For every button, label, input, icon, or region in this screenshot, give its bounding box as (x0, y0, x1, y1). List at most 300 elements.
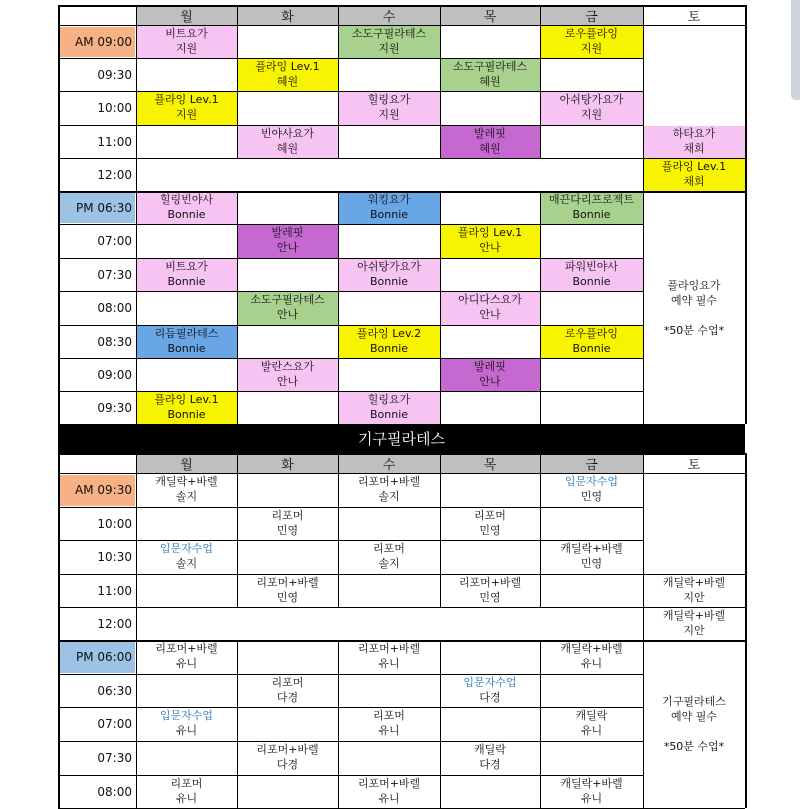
class-name: 플라잉 Lev.1 (154, 392, 219, 406)
time-label: 12:00 (97, 616, 132, 631)
grid-line (58, 453, 745, 455)
grid-line (540, 540, 541, 574)
grid-line (58, 640, 745, 642)
grid-line (338, 291, 339, 325)
grid-line (136, 574, 137, 607)
class-cell[interactable] (338, 24, 440, 57)
class-cell[interactable] (136, 472, 237, 506)
grid-line (237, 540, 238, 574)
grid-line (540, 25, 541, 58)
grid-line (58, 158, 60, 191)
instructor-name: 안나 (276, 374, 299, 388)
grid-line (58, 607, 745, 608)
grid-line (745, 741, 747, 775)
grid-line (540, 125, 541, 158)
class-cell[interactable] (136, 539, 237, 573)
day-header-mat-4: 금 (585, 9, 598, 25)
day-header-mat-1: 화 (281, 9, 294, 25)
grid-line (745, 640, 747, 674)
class-cell[interactable] (643, 606, 745, 639)
grid-line (58, 391, 643, 392)
class-name: 플라잉 Lev.1 (255, 59, 320, 73)
grid-line (745, 224, 747, 258)
grid-line (58, 258, 60, 291)
time-label: 11:00 (97, 134, 132, 149)
instructor-name: 지안 (683, 623, 705, 637)
grid-line (745, 91, 747, 125)
instructor-name: 지원 (580, 108, 603, 121)
grid-line (237, 574, 238, 607)
grid-line (745, 291, 747, 325)
grid-line (440, 224, 441, 258)
grid-line (58, 224, 643, 225)
time-label: 08:30 (97, 334, 132, 349)
class-cell[interactable] (440, 124, 540, 157)
class-cell[interactable] (136, 774, 237, 807)
class-cell[interactable] (136, 24, 237, 57)
grid-line (338, 358, 339, 391)
instructor-name: 다경 (276, 758, 299, 771)
grid-line (643, 58, 644, 91)
grid-line (338, 540, 339, 574)
grid-line (237, 325, 238, 358)
class-cell[interactable] (540, 774, 643, 807)
grid-line (136, 540, 137, 574)
grid-line (58, 91, 60, 125)
grid-line (440, 91, 441, 125)
day-header-eq-2: 수 (382, 457, 396, 473)
class-cell[interactable] (540, 90, 643, 124)
grid-line (58, 158, 745, 159)
class-cell[interactable] (540, 706, 643, 740)
class-cell[interactable] (338, 390, 440, 423)
class-name: 발레핏 (474, 359, 506, 373)
grid-line (58, 507, 643, 508)
instructor-name: Bonnie (572, 207, 611, 221)
grid-line (440, 507, 441, 540)
instructor-name: Bonnie (572, 274, 611, 288)
class-name: 빈야사요가 (260, 126, 315, 140)
note-line (692, 724, 696, 739)
grid-line (338, 707, 339, 741)
class-cell[interactable] (237, 223, 338, 257)
instructor-name: 유니 (175, 657, 198, 670)
note-line: 기구필라테스 (662, 695, 726, 708)
grid-line (237, 25, 238, 58)
class-cell[interactable] (338, 539, 440, 573)
grid-line (540, 91, 541, 125)
class-cell[interactable] (136, 390, 237, 423)
class-cell[interactable] (136, 706, 237, 740)
grid-line (540, 574, 541, 607)
grid-line (338, 507, 339, 540)
instructor-name: 유니 (175, 724, 198, 737)
class-name: 소도구필라테스 (250, 293, 325, 306)
grid-line (58, 473, 745, 474)
class-cell[interactable] (338, 190, 440, 223)
instructor-name: 지원 (175, 41, 198, 55)
grid-line (745, 358, 747, 391)
grid-line (745, 507, 747, 540)
grid-line (540, 453, 541, 473)
class-cell[interactable] (440, 223, 540, 257)
grid-line (237, 291, 238, 325)
note-line (692, 308, 696, 323)
class-cell[interactable] (540, 190, 643, 223)
grid-line (745, 258, 747, 291)
grid-line (338, 325, 339, 358)
class-name: 캐딜락+바렐 (560, 642, 623, 655)
class-name: 캐딜락+바렐 (662, 608, 726, 622)
grid-line (58, 125, 60, 158)
grid-line (643, 5, 644, 25)
grid-line (136, 473, 137, 507)
instructor-name: 혜원 (276, 141, 299, 155)
class-name: 플라잉 Lev.1 (457, 226, 523, 239)
grid-line (237, 674, 238, 707)
grid-line (440, 674, 441, 707)
instructor-name: Bonnie (369, 407, 409, 421)
class-cell[interactable] (540, 24, 643, 57)
instructor-name: 다경 (479, 690, 501, 704)
class-cell[interactable] (338, 706, 440, 740)
grid-line (136, 258, 137, 291)
class-cell[interactable] (540, 639, 643, 673)
class-name: 캐딜락+바렐 (662, 575, 726, 589)
day-header-eq-3: 목 (483, 457, 497, 473)
class-name: 리포머+바렐 (357, 642, 421, 655)
time-label: 07:30 (97, 267, 132, 282)
class-cell[interactable] (540, 257, 643, 290)
grid-line (440, 291, 441, 325)
class-name: 아디다스요가 (458, 293, 522, 306)
grid-line (237, 125, 238, 158)
class-cell[interactable] (237, 740, 338, 774)
class-name: 소도구필라테스 (351, 26, 427, 40)
grid-line (136, 125, 137, 158)
class-cell[interactable] (237, 357, 338, 390)
instructor-name: Bonnie (167, 341, 206, 355)
grid-line (745, 707, 747, 741)
grid-line (745, 775, 747, 808)
instructor-name: 민영 (479, 523, 501, 537)
time-label: 10:00 (97, 101, 132, 115)
instructor-name: 유니 (580, 724, 603, 737)
class-name: 리듬필라테스 (154, 326, 219, 340)
class-name: 입문자수업 (463, 675, 517, 689)
class-cell[interactable] (338, 324, 440, 357)
instructor-name: 솔지 (378, 557, 400, 570)
class-cell[interactable] (643, 157, 745, 190)
grid-line (643, 453, 644, 473)
class-name: 리포머 (170, 776, 203, 790)
class-cell[interactable] (338, 90, 440, 124)
class-name: 리포머 (373, 709, 405, 722)
class-cell[interactable] (440, 740, 540, 774)
instructor-name: 유니 (580, 657, 603, 670)
instructor-name: 지원 (175, 108, 198, 121)
class-name: 힐링요가 (367, 93, 411, 106)
class-cell[interactable] (237, 290, 338, 324)
grid-line (338, 191, 339, 224)
grid-line (136, 25, 137, 58)
instructor-name: 안나 (276, 241, 299, 254)
time-label: PM 06:00 (76, 650, 132, 664)
grid-line (745, 25, 747, 58)
instructor-name: 유니 (175, 791, 198, 805)
reservation-note (643, 191, 745, 424)
grid-line (540, 358, 541, 391)
grid-line (58, 291, 60, 325)
grid-line (338, 258, 339, 291)
class-cell[interactable] (440, 673, 540, 706)
instructor-name: 안나 (479, 241, 501, 254)
time-label: 10:00 (97, 516, 132, 531)
section-banner: 기구필라테스 (58, 424, 745, 453)
grid-line (643, 473, 644, 507)
class-cell[interactable] (540, 324, 643, 357)
grid-line (58, 741, 60, 775)
grid-line (58, 540, 643, 541)
class-name: 로우플라잉 (564, 26, 619, 40)
instructor-name: 다경 (276, 690, 299, 704)
grid-line (440, 325, 441, 358)
class-name: 캐딜락+바렐 (560, 542, 623, 555)
grid-line (440, 391, 441, 424)
grid-line (643, 25, 644, 58)
day-header-mat-0: 월 (180, 9, 193, 25)
class-cell[interactable] (540, 539, 643, 573)
grid-line (440, 453, 441, 473)
grid-line (643, 540, 644, 574)
grid-line (643, 158, 644, 191)
grid-line (58, 191, 745, 193)
grid-line (58, 58, 60, 91)
time-label: 09:30 (97, 400, 132, 415)
grid-line (745, 607, 747, 640)
instructor-name: 채희 (683, 174, 705, 188)
instructor-name: 솔지 (378, 490, 400, 503)
class-name: 발레핏 (474, 126, 506, 140)
day-header-mat-2: 수 (382, 9, 396, 25)
class-name: 리포머+바렐 (155, 642, 218, 655)
class-name: 리포머 (373, 542, 405, 555)
class-cell[interactable] (338, 472, 440, 506)
scrollbar-thumb[interactable] (791, 0, 800, 100)
note-line: 예약 필수 (670, 710, 717, 723)
grid-line (58, 5, 745, 7)
grid-line (440, 775, 441, 808)
grid-line (540, 640, 541, 674)
grid-line (58, 25, 60, 58)
grid-line (237, 91, 238, 125)
grid-line (237, 707, 238, 741)
grid-line (58, 574, 60, 607)
grid-line (440, 473, 441, 507)
grid-line (237, 473, 238, 507)
class-name: 캐딜락+바렐 (155, 475, 218, 488)
grid-line (136, 158, 137, 191)
grid-line (540, 707, 541, 741)
class-cell[interactable] (440, 573, 540, 606)
grid-line (136, 507, 137, 540)
instructor-name: 민영 (479, 590, 501, 604)
grid-line (540, 191, 541, 224)
time-label: 07:30 (97, 751, 132, 765)
class-cell[interactable] (643, 573, 745, 606)
instructor-name: 유니 (580, 791, 603, 805)
class-cell[interactable] (237, 673, 338, 706)
grid-line (338, 473, 339, 507)
grid-line (540, 5, 541, 25)
grid-line (745, 158, 747, 191)
grid-line (58, 640, 60, 674)
grid-line (440, 58, 441, 91)
note-line: *50분 수업* (663, 740, 725, 753)
grid-line (440, 574, 441, 607)
class-cell[interactable] (136, 190, 237, 223)
grid-line (338, 25, 339, 58)
day-header-eq-1: 화 (281, 457, 294, 473)
class-cell[interactable] (338, 257, 440, 290)
grid-line (745, 125, 747, 158)
grid-line (58, 674, 643, 675)
grid-line (136, 453, 137, 473)
class-name: 캐딜락+바렐 (560, 776, 623, 790)
grid-line (540, 224, 541, 258)
class-name: 리포머+바렐 (458, 575, 522, 589)
class-cell[interactable] (440, 57, 540, 90)
class-cell[interactable] (237, 57, 338, 90)
grid-line (338, 58, 339, 91)
grid-line (440, 5, 441, 25)
time-label: 07:00 (97, 717, 132, 731)
class-cell[interactable] (237, 506, 338, 539)
class-name: 리포머+바렐 (357, 475, 421, 488)
time-label: 09:30 (97, 67, 132, 82)
instructor-name: Bonnie (369, 274, 409, 288)
class-cell[interactable] (136, 257, 237, 290)
grid-line (440, 258, 441, 291)
grid-line (440, 741, 441, 775)
class-name: 리포머 (474, 508, 506, 522)
instructor-name: Bonnie (369, 341, 409, 355)
grid-line (338, 453, 339, 473)
grid-line (643, 574, 644, 607)
instructor-name: 유니 (378, 791, 400, 805)
grid-line (338, 125, 339, 158)
class-name: 플라잉 Lev.1 (661, 159, 727, 173)
grid-line (540, 775, 541, 808)
grid-line (338, 574, 339, 607)
instructor-name: 지원 (378, 108, 400, 121)
time-label: AM 09:30 (75, 483, 132, 497)
class-name: 소도구필라테스 (452, 59, 528, 73)
class-cell[interactable] (540, 472, 643, 506)
class-cell[interactable] (136, 639, 237, 673)
instructor-name: 솔지 (175, 490, 198, 503)
grid-line (745, 674, 747, 707)
grid-line (58, 741, 643, 742)
instructor-name: Bonnie (167, 207, 206, 221)
grid-line (58, 540, 60, 574)
class-name: 매끈다리프로젝트 (548, 192, 634, 206)
grid-line (745, 191, 747, 224)
grid-line (745, 391, 747, 424)
class-name: 리포머 (271, 675, 304, 689)
grid-line (58, 707, 643, 708)
grid-line (540, 741, 541, 775)
grid-line (136, 291, 137, 325)
grid-line (58, 453, 60, 473)
grid-line (440, 358, 441, 391)
class-cell[interactable] (237, 573, 338, 606)
grid-line (58, 391, 60, 424)
grid-line (58, 775, 643, 776)
instructor-name: Bonnie (167, 274, 206, 288)
grid-line (237, 358, 238, 391)
grid-line (745, 58, 747, 91)
grid-line (338, 91, 339, 125)
class-cell[interactable] (643, 124, 745, 157)
grid-line (136, 775, 137, 808)
grid-line (58, 325, 60, 358)
class-name: 캐딜락 (575, 709, 608, 722)
grid-line (237, 191, 238, 224)
grid-line (136, 741, 137, 775)
class-cell[interactable] (237, 124, 338, 157)
class-cell[interactable] (338, 774, 440, 807)
grid-line (745, 325, 747, 358)
grid-line (58, 607, 60, 640)
instructor-name: 유니 (378, 724, 400, 737)
grid-line (136, 358, 137, 391)
grid-line (745, 574, 747, 607)
instructor-name: 민영 (580, 557, 603, 570)
time-label: 12:00 (97, 167, 132, 182)
day-header-eq-0: 월 (180, 457, 193, 473)
grid-line (136, 391, 137, 424)
grid-line (237, 258, 238, 291)
grid-line (338, 640, 339, 674)
class-name: 입문자수업 (564, 475, 619, 488)
class-cell[interactable] (136, 90, 237, 124)
class-cell[interactable] (338, 639, 440, 673)
grid-line (440, 640, 441, 674)
class-cell[interactable] (136, 324, 237, 357)
instructor-name: 혜원 (479, 141, 501, 155)
grid-line (643, 125, 644, 158)
grid-line (440, 707, 441, 741)
instructor-name: Bonnie (167, 407, 206, 421)
grid-line (58, 91, 643, 92)
class-name: 아쉬탕가요가 (559, 93, 624, 106)
note-line: 예약 필수 (670, 293, 717, 307)
grid-line (136, 325, 137, 358)
grid-line (540, 325, 541, 358)
instructor-name: 민영 (580, 490, 603, 503)
grid-line (136, 707, 137, 741)
class-cell[interactable] (440, 290, 540, 324)
grid-line (58, 358, 643, 359)
class-name: 리포머+바렐 (256, 575, 319, 589)
class-cell[interactable] (440, 506, 540, 539)
class-name: 플라잉 Lev.1 (154, 93, 219, 106)
grid-line (745, 5, 747, 25)
class-name: 하타요가 (672, 126, 716, 140)
class-cell[interactable] (440, 357, 540, 390)
instructor-name: Bonnie (572, 341, 611, 355)
